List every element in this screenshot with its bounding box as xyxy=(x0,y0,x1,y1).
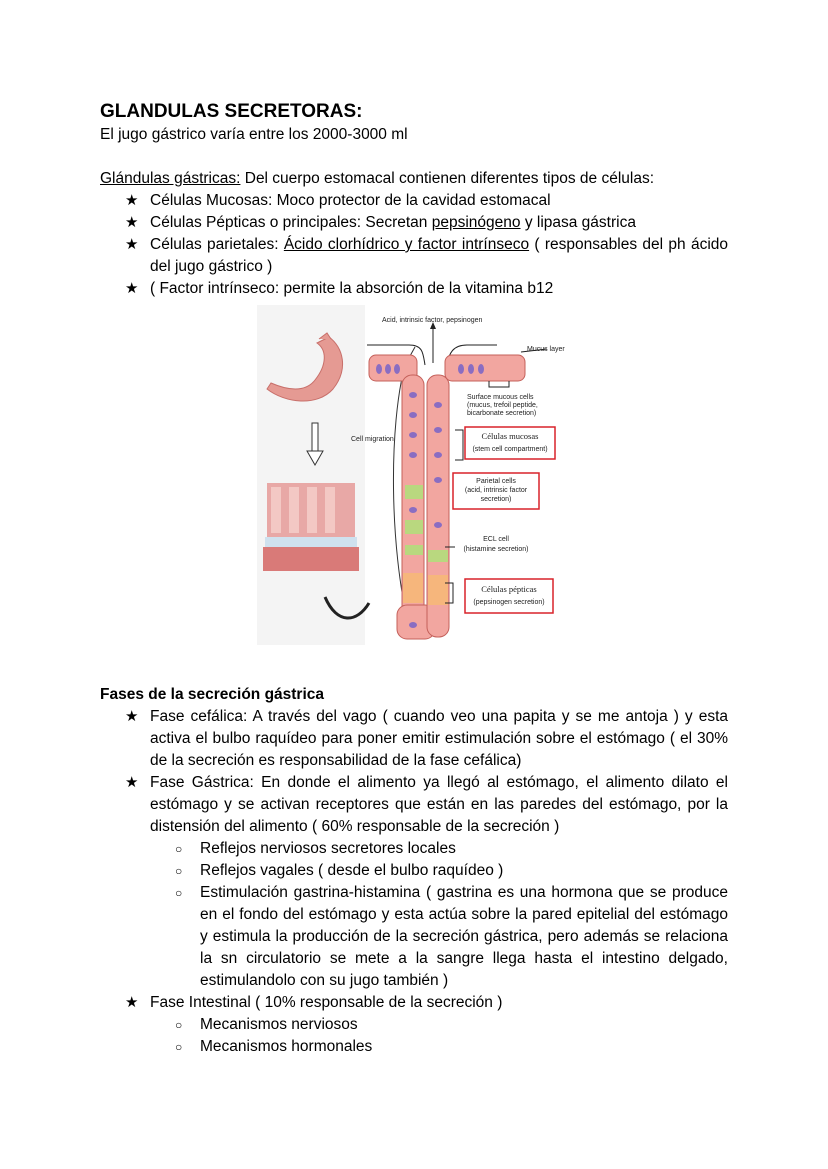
svg-text:(acid, intrinsic factor: (acid, intrinsic factor xyxy=(464,487,528,494)
svg-text:(histamine secretion): (histamine secretion) xyxy=(463,546,529,553)
star-bullet-icon: ★ xyxy=(125,214,139,231)
list-item: ★ Células parietales: Ácido clorhídrico y factor intrínseco ( responsables del ph ácido del jugo gástrico ) xyxy=(125,236,729,275)
cell-migration-label: Cell migration xyxy=(351,436,394,443)
svg-text:(pepsinogen secretion): (pepsinogen secretion) xyxy=(473,599,545,606)
svg-text:(stem cell compartment): (stem cell compartment) xyxy=(472,446,548,453)
svg-text:secretion): secretion) xyxy=(480,496,512,503)
star-bullet-icon: ★ xyxy=(125,774,139,791)
sub-list-item: ○ Reflejos nerviosos secretores locales xyxy=(100,838,728,860)
svg-text:Parietal cells: Parietal cells xyxy=(476,478,516,485)
circle-bullet-icon: ○ xyxy=(175,886,183,900)
circle-bullet-icon: ○ xyxy=(175,1018,183,1032)
list-item: ★ Células Mucosas: Moco protector de la cavidad estomacal xyxy=(100,190,728,212)
document-page xyxy=(100,100,728,300)
list-item: ★ Fase cefálica: A través del vago ( cuando veo una papita y se me antoja ) y esta activa el bulbo raquídeo para poner emitir estimulación sobre el estómago ( el 30% de la secreción es responsabilidad de la fase cefálica) xyxy=(125,708,728,769)
sub-list-item: ○ Reflejos vagales ( desde el bulbo raquídeo ) xyxy=(100,860,728,882)
circle-bullet-icon: ○ xyxy=(175,1040,183,1054)
sub-list-item: ○ Mecanismos nerviosos xyxy=(100,1014,728,1036)
list-item: ★ ( Factor intrínseco: permite la absorción de la vitamina b12 xyxy=(100,278,728,300)
list-item: ★ Fase Intestinal ( 10% responsable de la secreción ) xyxy=(100,992,728,1014)
intro-text: El jugo gástrico varía entre los 2000-3000 ml xyxy=(100,126,408,143)
star-bullet-icon: ★ xyxy=(125,994,139,1011)
figure-top-label: Acid, intrinsic factor, pepsinogen xyxy=(382,317,483,324)
star-bullet-icon: ★ xyxy=(125,280,139,297)
star-bullet-icon: ★ xyxy=(125,192,139,209)
svg-text:bicarbonate secretion): bicarbonate secretion) xyxy=(467,410,537,417)
svg-text:Surface mucous cells: Surface mucous cells xyxy=(467,394,534,401)
svg-text:Células mucosas: Células mucosas xyxy=(481,431,539,441)
sub-list-item: ○ Mecanismos hormonales xyxy=(100,1036,728,1058)
star-bullet-icon: ★ xyxy=(125,236,139,253)
svg-text:Células pépticas: Células pépticas xyxy=(481,584,537,594)
cell-types-list xyxy=(100,190,728,300)
circle-bullet-icon: ○ xyxy=(175,864,183,878)
svg-text:ECL cell: ECL cell xyxy=(483,536,509,543)
mucus-layer-label: Mucus layer xyxy=(527,346,565,353)
page-title: GLANDULAS SECRETORAS: xyxy=(100,101,363,122)
fases-list xyxy=(100,706,728,1058)
glands-text: Del cuerpo estomacal contienen diferentes tipos de células: xyxy=(240,170,655,187)
circle-bullet-icon: ○ xyxy=(175,842,183,856)
figure-left-panel xyxy=(257,305,365,645)
sub-list-item: ○ Estimulación gastrina-histamina ( gastrina es una hormona que se produce en el fondo del estómago y esta actúa sobre la pared epitelial del estómago y estimula la producción de la secreción gástrica, pero además se relaciona la sn circulatorio se mete a la sangre llega hasta el intestino delgado, estimulandolo con su jugo también ) xyxy=(175,884,728,989)
tissue-block-icon xyxy=(263,483,359,571)
star-bullet-icon: ★ xyxy=(125,708,139,725)
section-title-fases: Fases de la secreción gástrica xyxy=(100,686,325,703)
gland-left-column xyxy=(369,355,435,639)
list-item: ★ Fase Gástrica: En donde el alimento ya llegó al estómago, el alimento dilato el estómago y se activan receptores que están en las paredes del estómago, por la distensión del alimento ( 60% responsable de la secreción ) xyxy=(125,774,728,835)
svg-text:(mucus, trefoil peptide,: (mucus, trefoil peptide, xyxy=(467,402,538,409)
gastric-gland-figure xyxy=(257,305,577,645)
list-item: ★ Células Pépticas o principales: Secretan pepsinógeno y lipasa gástrica xyxy=(100,212,728,234)
glands-heading xyxy=(100,168,728,190)
glands-label: Glándulas gástricas: xyxy=(100,170,241,187)
